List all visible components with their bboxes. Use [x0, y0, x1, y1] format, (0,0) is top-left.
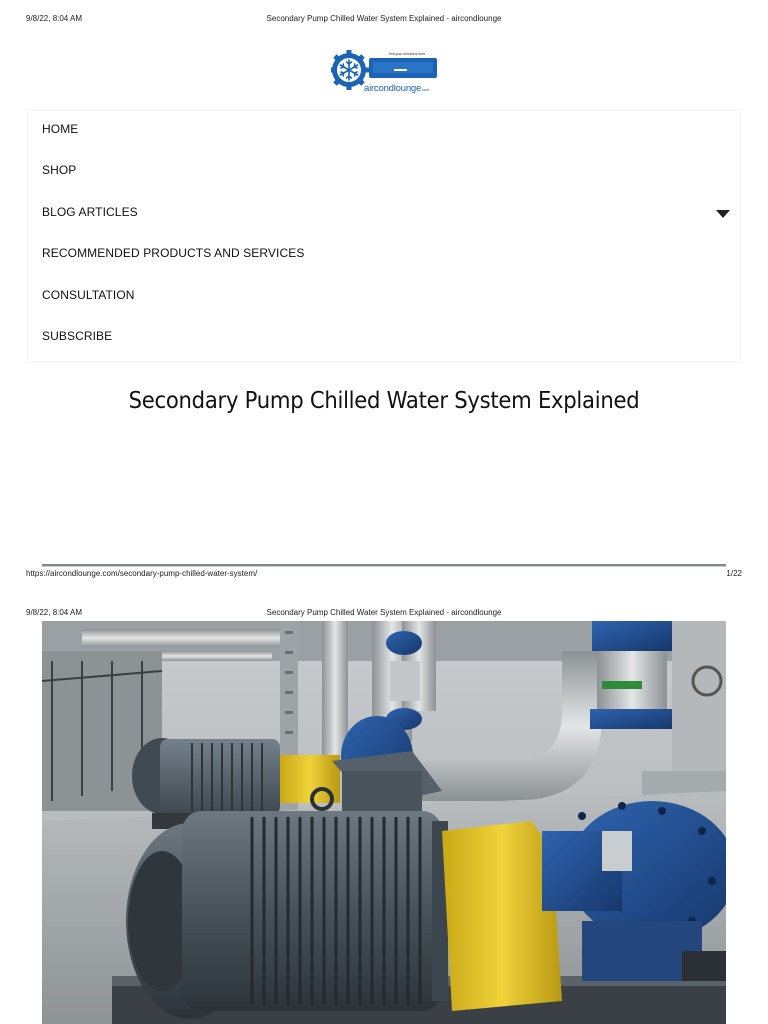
print-timestamp: 9/8/22, 8:04 AM: [26, 14, 83, 23]
chevron-down-icon[interactable]: [716, 210, 730, 218]
page-title: Secondary Pump Chilled Water System Explained: [128, 388, 640, 414]
nav-item-blog-articles[interactable]: BLOG ARTICLES: [42, 205, 138, 219]
print-timestamp: 9/8/22, 8:04 AM: [26, 608, 83, 617]
nav-item-home[interactable]: HOME: [42, 122, 79, 136]
logo-domain-suffix: .com: [421, 87, 429, 92]
main-nav-menu: [28, 111, 740, 361]
site-logo[interactable]: [331, 50, 439, 96]
print-doc-title: Secondary Pump Chilled Water System Explained - aircondlounge: [266, 608, 502, 617]
pump-room-illustration: [42, 621, 726, 1024]
logo-name: aircondlounge: [364, 83, 422, 94]
print-url: https://aircondlounge.com/secondary-pump-chilled-water-system/: [26, 569, 258, 578]
logo-wordmark: [364, 83, 429, 94]
logo-tagline: find your solutions here: [389, 52, 426, 56]
print-header: [0, 14, 768, 30]
image-page-break-edge-highlight: [42, 566, 726, 567]
nav-item-subscribe[interactable]: SUBSCRIBE: [42, 329, 113, 343]
article-hero-image: [42, 621, 726, 1024]
print-doc-title: Secondary Pump Chilled Water System Explained - aircondlounge: [266, 14, 502, 23]
nav-item-consultation[interactable]: CONSULTATION: [42, 288, 135, 302]
nav-item-shop[interactable]: SHOP: [42, 163, 77, 177]
nav-item-recommended-products[interactable]: RECOMMENDED PRODUCTS AND SERVICES: [42, 246, 305, 260]
print-page-number: 1/22: [726, 569, 742, 578]
